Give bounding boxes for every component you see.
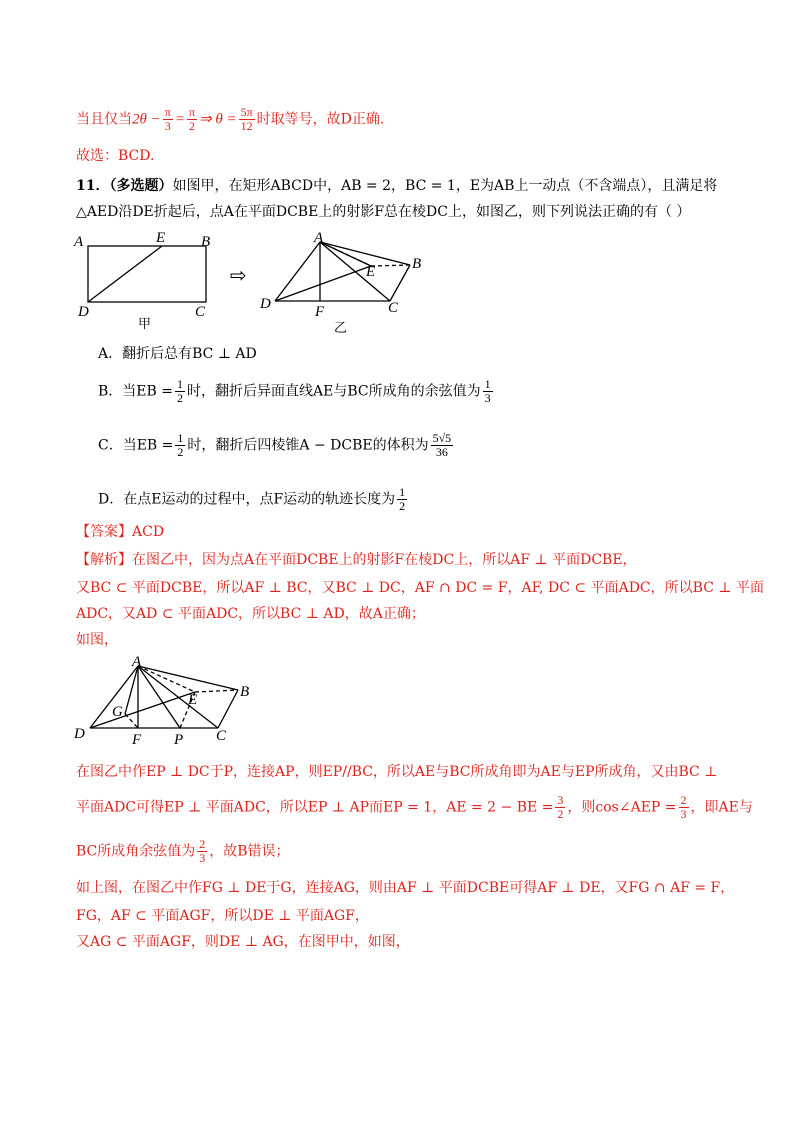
option-c bbox=[98, 432, 455, 459]
frac-num: 5√5 bbox=[432, 431, 452, 445]
fraction bbox=[175, 432, 185, 459]
label-D: D bbox=[78, 304, 89, 320]
frac-den: 36 bbox=[435, 445, 448, 459]
frac-num: π bbox=[164, 105, 171, 119]
analysis-label: 【解析】 bbox=[76, 552, 132, 568]
question-stem-line-1 bbox=[76, 176, 717, 196]
label-F2: F bbox=[315, 304, 325, 320]
frac-den: 3 bbox=[484, 391, 491, 405]
frac-num: 2 bbox=[199, 837, 206, 851]
fraction bbox=[163, 106, 173, 133]
question-number: 11． bbox=[76, 178, 110, 194]
pyramid bbox=[275, 242, 410, 301]
label-C2: C bbox=[388, 300, 399, 316]
answer-value: ACD bbox=[132, 524, 165, 540]
analysis-text: BC所成角余弦值为 bbox=[76, 843, 196, 860]
label-D3: D bbox=[74, 726, 85, 742]
answer-line bbox=[76, 522, 164, 542]
analysis-text: ，则cos∠AEP = bbox=[567, 799, 677, 816]
fraction bbox=[555, 794, 565, 821]
option-a: A．翻折后总有BC ⊥ AD bbox=[98, 346, 257, 362]
prev-text: 当且仅当 bbox=[76, 111, 132, 128]
frac-den: 12 bbox=[240, 119, 253, 133]
label-E: E bbox=[156, 230, 166, 246]
analysis-text: ，故B错误； bbox=[209, 843, 290, 860]
fraction bbox=[397, 486, 407, 513]
segment-de bbox=[88, 246, 162, 302]
fraction bbox=[431, 432, 454, 459]
fraction bbox=[483, 378, 493, 405]
option-d bbox=[98, 486, 409, 513]
analysis-line-9: FG，AF ⊂ 平面AGF，所以DE ⊥ 平面AGF， bbox=[76, 908, 369, 924]
math: = bbox=[174, 111, 185, 128]
label-B: B bbox=[201, 234, 211, 250]
rectangle-abcd bbox=[88, 246, 206, 302]
fraction bbox=[197, 838, 207, 865]
question-stem: 如图甲，在矩形ABCD中，AB = 2，BC = 1，E为AB上一动点（不含端点），且满足将 bbox=[172, 178, 718, 194]
option-text: D．在点E运动的过程中，点F运动的轨迹长度为 bbox=[98, 491, 396, 508]
frac-num: 2 bbox=[680, 793, 687, 807]
analysis-line-4: 如图， bbox=[76, 632, 118, 648]
analysis-line-10: 又AG ⊂ 平面AGF，则DE ⊥ AG，在图甲中，如图， bbox=[76, 934, 410, 950]
label-B3: B bbox=[240, 684, 250, 700]
option-text: 时，翻折后四棱锥A − DCBE的体积为 bbox=[187, 437, 429, 454]
math: 2θ − bbox=[132, 111, 161, 128]
fraction bbox=[239, 106, 255, 133]
label-G3: G bbox=[112, 704, 123, 720]
prev-line-2: 故选：BCD. bbox=[76, 148, 155, 164]
analysis-line-3: ADC，又AD ⊂ 平面ADC，所以BC ⊥ AD，故A正确； bbox=[76, 606, 425, 622]
prev-line-1 bbox=[76, 106, 384, 133]
fraction bbox=[187, 106, 197, 133]
frac-den: 3 bbox=[164, 119, 171, 133]
analysis-line-8: 如上图，在图乙中作FG ⊥ DE于G，连接AG，则由AF ⊥ 平面DCBE可得AF ⊥ DE，又FG ∩ AF = F， bbox=[76, 880, 735, 896]
analysis-line-5: 在图乙中作EP ⊥ DC于P，连接AP，则EP//BC，所以AE与BC所成角即为AE与EP所成角，又由BC ⊥ bbox=[76, 764, 718, 780]
analysis-text: 平面ADC可得EP ⊥ 平面ADC，所以EP ⊥ AP而EP = 1，AE = 2 − BE = bbox=[76, 799, 554, 816]
figure-analysis-pyramid bbox=[70, 652, 270, 752]
label-P3: P bbox=[174, 732, 184, 748]
fraction bbox=[175, 378, 185, 405]
frac-num: 1 bbox=[177, 431, 184, 445]
label-A: A bbox=[74, 234, 84, 250]
frac-den: 3 bbox=[680, 807, 687, 821]
analysis-line-1 bbox=[76, 550, 637, 570]
analysis-text: 在图乙中，因为点A在平面DCBE上的射影F在棱DC上，所以AF ⊥ 平面DCBE， bbox=[132, 552, 637, 568]
option-text: C．当EB = bbox=[98, 437, 174, 454]
label-D2: D bbox=[260, 296, 271, 312]
caption-jia: 甲 bbox=[138, 317, 152, 332]
label-E2: E bbox=[366, 264, 376, 280]
analysis-line-6 bbox=[76, 794, 753, 821]
frac-den: 2 bbox=[557, 807, 564, 821]
frac-num: 1 bbox=[399, 485, 406, 499]
question-type-tag: （多选题） bbox=[109, 178, 173, 194]
option-b bbox=[98, 378, 495, 405]
label-A2: A bbox=[314, 230, 324, 246]
frac-den: 3 bbox=[199, 851, 206, 865]
frac-num: π bbox=[188, 105, 195, 119]
arrow-icon: ⇨ bbox=[230, 263, 247, 287]
label-C3: C bbox=[216, 728, 227, 744]
frac-den: 2 bbox=[176, 391, 183, 405]
frac-den: 2 bbox=[188, 119, 195, 133]
fraction bbox=[679, 794, 689, 821]
label-B2: B bbox=[412, 256, 422, 272]
frac-num: 5π bbox=[240, 105, 253, 119]
question-stem-line-2: △AED沿DE折起后，点A在平面DCBE上的射影F总在棱DC上，如图乙，则下列说法正确的有（ ） bbox=[76, 204, 691, 220]
frac-num: 1 bbox=[176, 377, 183, 391]
label-A3: A bbox=[132, 654, 142, 670]
frac-num: 3 bbox=[557, 793, 564, 807]
analysis-line-7 bbox=[76, 838, 290, 865]
option-text: 时，翻折后异面直线AE与BC所成角的余弦值为 bbox=[186, 383, 481, 400]
analysis-text: ，即AE与 bbox=[690, 799, 753, 816]
prev-text: 时取等号，故D正确. bbox=[256, 111, 385, 128]
frac-den: 2 bbox=[177, 445, 184, 459]
figure-jia-yi bbox=[70, 228, 430, 338]
label-F3: F bbox=[132, 732, 142, 748]
frac-den: 2 bbox=[399, 499, 406, 513]
label-C: C bbox=[195, 304, 206, 320]
caption-yi: 乙 bbox=[334, 321, 348, 336]
label-E3: E bbox=[188, 692, 198, 708]
frac-num: 1 bbox=[484, 377, 491, 391]
analysis-line-2: 又BC ⊂ 平面DCBE，所以AF ⊥ BC，又BC ⊥ DC，AF ∩ DC = F，AF, DC ⊂ 平面ADC，所以BC ⊥ 平面 bbox=[76, 580, 764, 596]
option-text: B．当EB = bbox=[98, 383, 173, 400]
math: ⇒ θ = bbox=[199, 111, 237, 128]
answer-label: 【答案】 bbox=[76, 524, 132, 540]
